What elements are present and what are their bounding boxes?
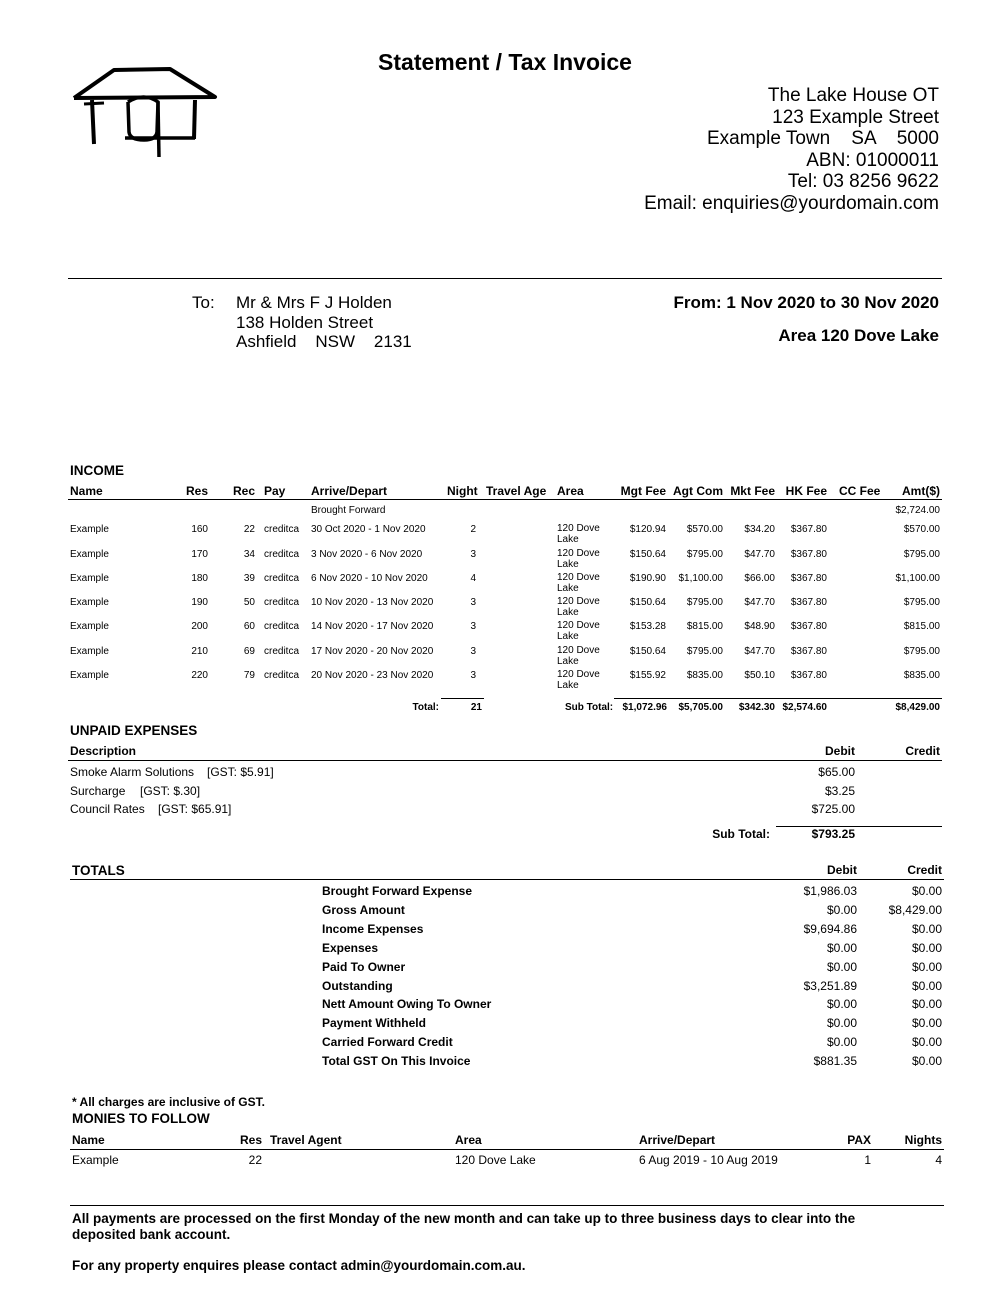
income-col-header: Rec	[232, 484, 255, 498]
income-row-area: 120 Dove Lake	[557, 596, 600, 618]
income-row-agt-com: $795.00	[686, 549, 723, 560]
income-row-res: 220	[191, 670, 208, 681]
income-row-area: 120 Dove Lake	[557, 572, 600, 594]
income-col-header: Mgt Fee	[620, 484, 666, 498]
totals-row-label: Payment Withheld	[322, 1016, 426, 1031]
income-row-agt-com: $1,100.00	[678, 573, 723, 584]
income-row-res: 210	[191, 646, 208, 657]
income-row-name: Example	[70, 597, 109, 608]
totals-row-credit: $0.00	[911, 997, 942, 1012]
income-row-mgt-fee: $120.94	[629, 524, 666, 535]
income-col-header: HK Fee	[785, 484, 827, 498]
unpaid-expenses-heading: UNPAID EXPENSES	[70, 723, 198, 738]
recipient-address	[236, 293, 412, 352]
totals-row-debit: $881.35	[813, 1054, 857, 1069]
totals-heading: TOTALS	[72, 863, 125, 878]
totals-row-credit: $0.00	[911, 959, 942, 974]
income-row-rec: 39	[243, 573, 255, 584]
monies-row-area: 120 Dove Lake	[455, 1153, 536, 1167]
footer-divider	[70, 1205, 944, 1206]
income-row-hk-fee: $367.80	[790, 670, 827, 681]
income-row-rec: 69	[243, 646, 255, 657]
company-name: The Lake House OT	[767, 85, 939, 106]
company-street: 123 Example Street	[772, 106, 939, 128]
gst-note: * All charges are inclusive of GST.	[72, 1095, 265, 1109]
income-col-header: Amt($)	[902, 484, 940, 498]
income-row-pay: creditca	[264, 670, 300, 681]
totals-row-debit: $9,694.86	[803, 921, 857, 936]
totals-row-debit: $0.00	[826, 902, 857, 917]
income-row-area: 120 Dove Lake	[557, 620, 600, 642]
totals-row-label: Expenses	[322, 940, 379, 955]
totals-row-label: Brought Forward Expense	[322, 884, 473, 898]
subtotal-rule	[614, 698, 942, 699]
monies-col-header: Res	[239, 1133, 262, 1147]
income-row-mkt-fee: $66.00	[744, 573, 775, 584]
income-total-label: Total:	[412, 702, 439, 713]
totals-header-divider	[70, 879, 944, 880]
unpaid-subtotal-rule	[776, 826, 942, 827]
monies-col-header: Travel Agent	[270, 1133, 342, 1147]
totals-row-debit: $0.00	[826, 959, 857, 974]
income-row-night: 3	[470, 621, 476, 632]
unpaid-col-credit: Credit	[905, 744, 940, 758]
expense-gst: [GST: $.30]	[140, 783, 201, 798]
income-row-hk-fee: $367.80	[790, 549, 827, 560]
totals-row-debit: $3,251.89	[803, 978, 857, 993]
income-row-area: 120 Dove Lake	[557, 669, 600, 691]
totals-row-credit: $0.00	[911, 1035, 942, 1050]
income-row-agt-com: $570.00	[686, 524, 723, 535]
document-title: Statement / Tax Invoice	[378, 49, 632, 75]
recipient-label: To:	[192, 293, 215, 312]
income-row-res: 200	[191, 621, 208, 632]
income-row-mgt-fee: $150.64	[629, 646, 666, 657]
expense-gst: [GST: $5.91]	[207, 765, 274, 779]
unpaid-header-divider	[68, 760, 942, 761]
income-row-res: 170	[191, 549, 208, 560]
totals-row-debit: $1,986.03	[803, 884, 857, 898]
income-row-name: Example	[70, 549, 109, 560]
expense-gst: [GST: $65.91]	[158, 802, 232, 816]
unpaid-col-description: Description	[70, 744, 137, 758]
income-row-dates: 14 Nov 2020 - 17 Nov 2020	[311, 621, 434, 632]
income-row-res: 180	[191, 573, 208, 584]
house-logo-icon	[70, 62, 220, 162]
contact-note: For any property enquires please contact admin@yourdomain.com.au.	[72, 1258, 526, 1273]
income-col-header: Mkt Fee	[730, 484, 775, 498]
income-row-mgt-fee: $155.92	[629, 670, 666, 681]
income-row-agt-com: $835.00	[686, 670, 723, 681]
income-row-night: 2	[470, 524, 476, 535]
expense-debit: $725.00	[811, 802, 855, 816]
totals-row-credit: $0.00	[911, 940, 942, 955]
monies-row-res: 22	[248, 1153, 262, 1167]
income-row-area: 120 Dove Lake	[557, 523, 600, 545]
expense-description: Surcharge	[70, 783, 126, 798]
income-row-night: 3	[470, 597, 476, 608]
income-row-dates: 17 Nov 2020 - 20 Nov 2020	[311, 646, 434, 657]
income-row-hk-fee: $367.80	[790, 621, 827, 632]
income-row-amount: $570.00	[903, 524, 940, 535]
income-row-night: 3	[470, 670, 476, 681]
totals-row-label: Carried Forward Credit	[322, 1035, 453, 1050]
totals-row-debit: $0.00	[826, 1016, 857, 1031]
subtotal-mgt-fee: $1,072.96	[622, 702, 667, 713]
totals-row-credit: $0.00	[911, 921, 942, 936]
company-tel: Tel: 03 8256 9622	[787, 171, 939, 193]
company-abn: ABN: 01000011	[806, 149, 939, 171]
income-row-area: 120 Dove Lake	[557, 548, 600, 570]
income-col-header: Arrive/Depart	[311, 484, 388, 498]
monies-col-header: Nights	[904, 1133, 942, 1147]
income-row-res: 160	[191, 524, 208, 535]
expense-description: Smoke Alarm Solutions	[70, 765, 195, 779]
income-row-mgt-fee: $153.28	[629, 621, 666, 632]
subtotal-hk-fee: $2,574.60	[782, 702, 827, 713]
income-row-amount: $815.00	[903, 621, 940, 632]
income-row-mkt-fee: $47.70	[744, 646, 775, 657]
income-row-amount: $795.00	[903, 597, 940, 608]
income-row-mgt-fee: $190.90	[629, 573, 666, 584]
monies-heading: MONIES TO FOLLOW	[72, 1111, 210, 1126]
totals-row-credit: $0.00	[911, 884, 942, 898]
monies-col-header: Area	[455, 1133, 482, 1147]
totals-row-debit: $0.00	[826, 1035, 857, 1050]
expense-debit: $65.00	[818, 765, 855, 779]
income-row-hk-fee: $367.80	[790, 646, 827, 657]
income-row-name: Example	[70, 524, 109, 535]
income-row-rec: 34	[243, 549, 255, 560]
income-row-pay: creditca	[264, 549, 300, 560]
totals-col-debit: Debit	[827, 863, 857, 877]
brought-forward-label: Brought Forward	[311, 505, 386, 516]
recipient-name: Mr & Mrs F J Holden	[236, 293, 392, 312]
income-row-rec: 22	[243, 524, 255, 535]
income-row-dates: 30 Oct 2020 - 1 Nov 2020	[311, 524, 426, 535]
income-row-name: Example	[70, 621, 109, 632]
income-row-hk-fee: $367.80	[790, 573, 827, 584]
expense-debit: $3.25	[824, 783, 855, 798]
income-row-pay: creditca	[264, 524, 300, 535]
monies-row-nights: 4	[935, 1153, 942, 1167]
income-col-header: Pay	[264, 484, 286, 498]
totals-row-label: Income Expenses	[322, 921, 424, 936]
income-row-hk-fee: $367.80	[790, 524, 827, 535]
totals-row-credit: $0.00	[911, 1054, 942, 1069]
property-area: Area 120 Dove Lake	[778, 326, 939, 345]
company-town: Example Town SA 5000	[706, 128, 939, 150]
income-row-agt-com: $795.00	[686, 646, 723, 657]
income-row-night: 3	[470, 646, 476, 657]
totals-row-credit: $0.00	[911, 1016, 942, 1031]
income-header-divider	[68, 499, 942, 500]
unpaid-col-debit: Debit	[825, 744, 855, 758]
brought-forward-amount: $2,724.00	[895, 505, 940, 516]
monies-row-dates: 6 Aug 2019 - 10 Aug 2019	[639, 1153, 778, 1167]
recipient-town: Ashfield NSW 2131	[236, 332, 412, 351]
income-row-agt-com: $795.00	[686, 597, 723, 608]
totals-row-label: Paid To Owner	[322, 959, 406, 974]
statement-period: From: 1 Nov 2020 to 30 Nov 2020	[673, 293, 939, 312]
income-row-agt-com: $815.00	[686, 621, 723, 632]
income-row-pay: creditca	[264, 621, 300, 632]
income-row-amount: $835.00	[903, 670, 940, 681]
income-row-night: 4	[470, 573, 476, 584]
income-col-header: Agt Com	[673, 484, 723, 498]
company-email: Email: enquiries@yourdomain.com	[644, 192, 939, 214]
income-total-nights: 21	[470, 702, 482, 713]
night-total-rule	[441, 698, 484, 699]
income-row-mkt-fee: $47.70	[744, 597, 775, 608]
totals-row-credit: $8,429.00	[888, 902, 942, 917]
income-col-header: Res	[185, 484, 208, 498]
income-col-header: Area	[557, 484, 584, 498]
income-row-area: 120 Dove Lake	[557, 645, 600, 667]
unpaid-subtotal-value: $793.25	[811, 827, 855, 841]
subtotal-agt-com: $5,705.00	[678, 702, 723, 713]
income-row-rec: 60	[243, 621, 255, 632]
totals-row-debit: $0.00	[826, 997, 857, 1012]
income-row-hk-fee: $367.80	[790, 597, 827, 608]
monies-col-header: PAX	[847, 1133, 871, 1147]
income-row-mkt-fee: $47.70	[744, 549, 775, 560]
income-row-rec: 50	[243, 597, 255, 608]
income-row-dates: 3 Nov 2020 - 6 Nov 2020	[311, 549, 423, 560]
income-row-name: Example	[70, 670, 109, 681]
monies-col-header: Arrive/Depart	[639, 1133, 716, 1147]
subtotal-amount: $8,429.00	[895, 702, 940, 713]
monies-col-header: Name	[72, 1133, 105, 1147]
totals-col-credit: Credit	[907, 863, 942, 877]
header-divider	[68, 278, 942, 279]
income-row-dates: 20 Nov 2020 - 23 Nov 2020	[311, 670, 434, 681]
income-row-res: 190	[191, 597, 208, 608]
income-col-header: Night	[447, 484, 478, 498]
income-col-header: Name	[70, 484, 103, 498]
totals-row-label: Total GST On This Invoice	[322, 1054, 471, 1069]
totals-row-debit: $0.00	[826, 940, 857, 955]
income-row-amount: $795.00	[903, 646, 940, 657]
income-row-name: Example	[70, 646, 109, 657]
income-row-pay: creditca	[264, 646, 300, 657]
income-row-mkt-fee: $50.10	[744, 670, 775, 681]
unpaid-subtotal-label: Sub Total:	[712, 827, 770, 841]
income-row-mkt-fee: $48.90	[744, 621, 775, 632]
monies-row-name: Example	[72, 1153, 119, 1167]
subtotal-mkt-fee: $342.30	[738, 702, 775, 713]
income-row-pay: creditca	[264, 573, 300, 584]
income-row-name: Example	[70, 573, 109, 584]
income-row-dates: 6 Nov 2020 - 10 Nov 2020	[311, 573, 428, 584]
income-row-dates: 10 Nov 2020 - 13 Nov 2020	[311, 597, 434, 608]
income-row-amount: $1,100.00	[895, 573, 940, 584]
expense-description: Council Rates	[70, 802, 145, 816]
company-details	[644, 85, 939, 215]
income-heading: INCOME	[70, 463, 124, 478]
income-row-pay: creditca	[264, 597, 300, 608]
totals-row-label: Nett Amount Owing To Owner	[322, 997, 492, 1012]
monies-header-divider	[70, 1149, 944, 1150]
totals-row-label: Outstanding	[322, 978, 393, 993]
income-subtotal-label: Sub Total:	[565, 702, 614, 713]
totals-row-credit: $0.00	[911, 978, 942, 993]
income-row-amount: $795.00	[903, 549, 940, 560]
income-col-header: Travel Age	[486, 484, 547, 498]
income-row-mgt-fee: $150.64	[629, 549, 666, 560]
monies-row-pax: 1	[864, 1153, 871, 1167]
income-col-header: CC Fee	[839, 484, 881, 498]
income-row-mgt-fee: $150.64	[629, 597, 666, 608]
recipient-street: 138 Holden Street	[236, 312, 374, 332]
income-row-rec: 79	[243, 670, 255, 681]
income-row-mkt-fee: $34.20	[744, 524, 775, 535]
income-row-night: 3	[470, 549, 476, 560]
totals-row-label: Gross Amount	[322, 902, 405, 917]
payment-note: All payments are processed on the first Monday of the new month and can take up to three business days to clear into the deposited bank account.	[72, 1211, 856, 1242]
